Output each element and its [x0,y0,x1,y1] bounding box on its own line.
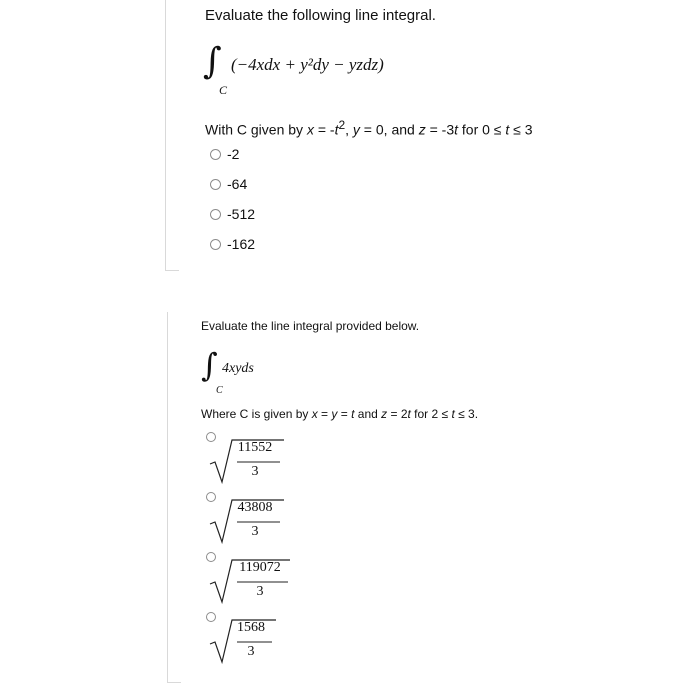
condition-var: y [331,407,338,421]
condition-text: With C given by [205,121,307,138]
answer-option[interactable] [206,552,292,604]
fraction-numerator: 1568 [237,620,265,635]
card-border-left [167,312,168,682]
integral-condition [205,118,533,138]
condition-text: = -3 [425,121,455,138]
option-label: -64 [227,176,248,192]
condition-exponent: 2 [338,118,346,132]
condition-text: and [354,407,382,421]
fraction-denominator: 3 [247,644,255,659]
condition-text: = - [313,121,335,138]
fraction-numerator: 11552 [237,440,273,455]
answer-option[interactable] [210,176,247,192]
condition-var: t [351,407,355,421]
integral-condition [201,407,478,421]
answer-option[interactable] [210,236,255,252]
radio-button[interactable] [210,209,221,220]
option-label: -512 [227,206,256,222]
condition-text: ≤ 3. [454,407,479,421]
condition-text: ≤ 3 [509,121,533,138]
fraction-numerator: 119072 [239,560,281,575]
integral-symbol: ∫ [201,346,218,384]
radio-button[interactable] [210,179,221,190]
condition-text: Where C is given by [201,407,312,421]
condition-var: t [505,121,510,138]
condition-text: = [337,407,352,421]
integral-symbol: ∫ [203,41,222,82]
condition-text: , [345,121,353,138]
condition-text: for 2 ≤ [410,407,452,421]
condition-text: = 2 [387,407,408,421]
question-title: Evaluate the line integral provided below. [201,319,420,333]
question-title: Evaluate the following line integral. [205,7,436,24]
card-border-bottom [167,682,181,683]
answer-option[interactable] [210,206,255,222]
condition-var: t [451,407,455,421]
answer-option[interactable] [206,492,286,544]
answer-option[interactable] [206,432,286,484]
option-label: -2 [227,146,240,162]
condition-var: t [334,121,339,138]
condition-var: x [306,121,314,138]
radio-button[interactable] [210,239,221,250]
answer-option[interactable] [210,146,239,162]
option-label: -162 [227,236,256,252]
condition-text: = 0, and [359,121,419,138]
condition-var: x [311,407,318,421]
fraction-denominator: 3 [256,584,264,599]
answer-option[interactable] [206,612,286,664]
radio-button[interactable] [210,149,221,160]
condition-var: t [454,121,458,138]
condition-var: t [407,407,411,421]
condition-var: z [381,407,388,421]
condition-text: for 0 ≤ [458,121,506,138]
card-border-bottom [165,270,179,271]
condition-var: y [352,121,360,138]
condition-var: z [418,121,426,138]
card-border-left [165,0,166,270]
fraction-numerator: 43808 [237,500,273,515]
condition-text: = [317,407,332,421]
fraction-denominator: 3 [251,524,259,539]
integrand-expression: (−4xdx + y²dy − yzdz) [231,55,384,74]
integral-subscript: C [216,385,223,396]
integrand-expression: 4xyds [222,361,254,376]
fraction-denominator: 3 [251,464,259,479]
integral-subscript: C [219,83,228,97]
